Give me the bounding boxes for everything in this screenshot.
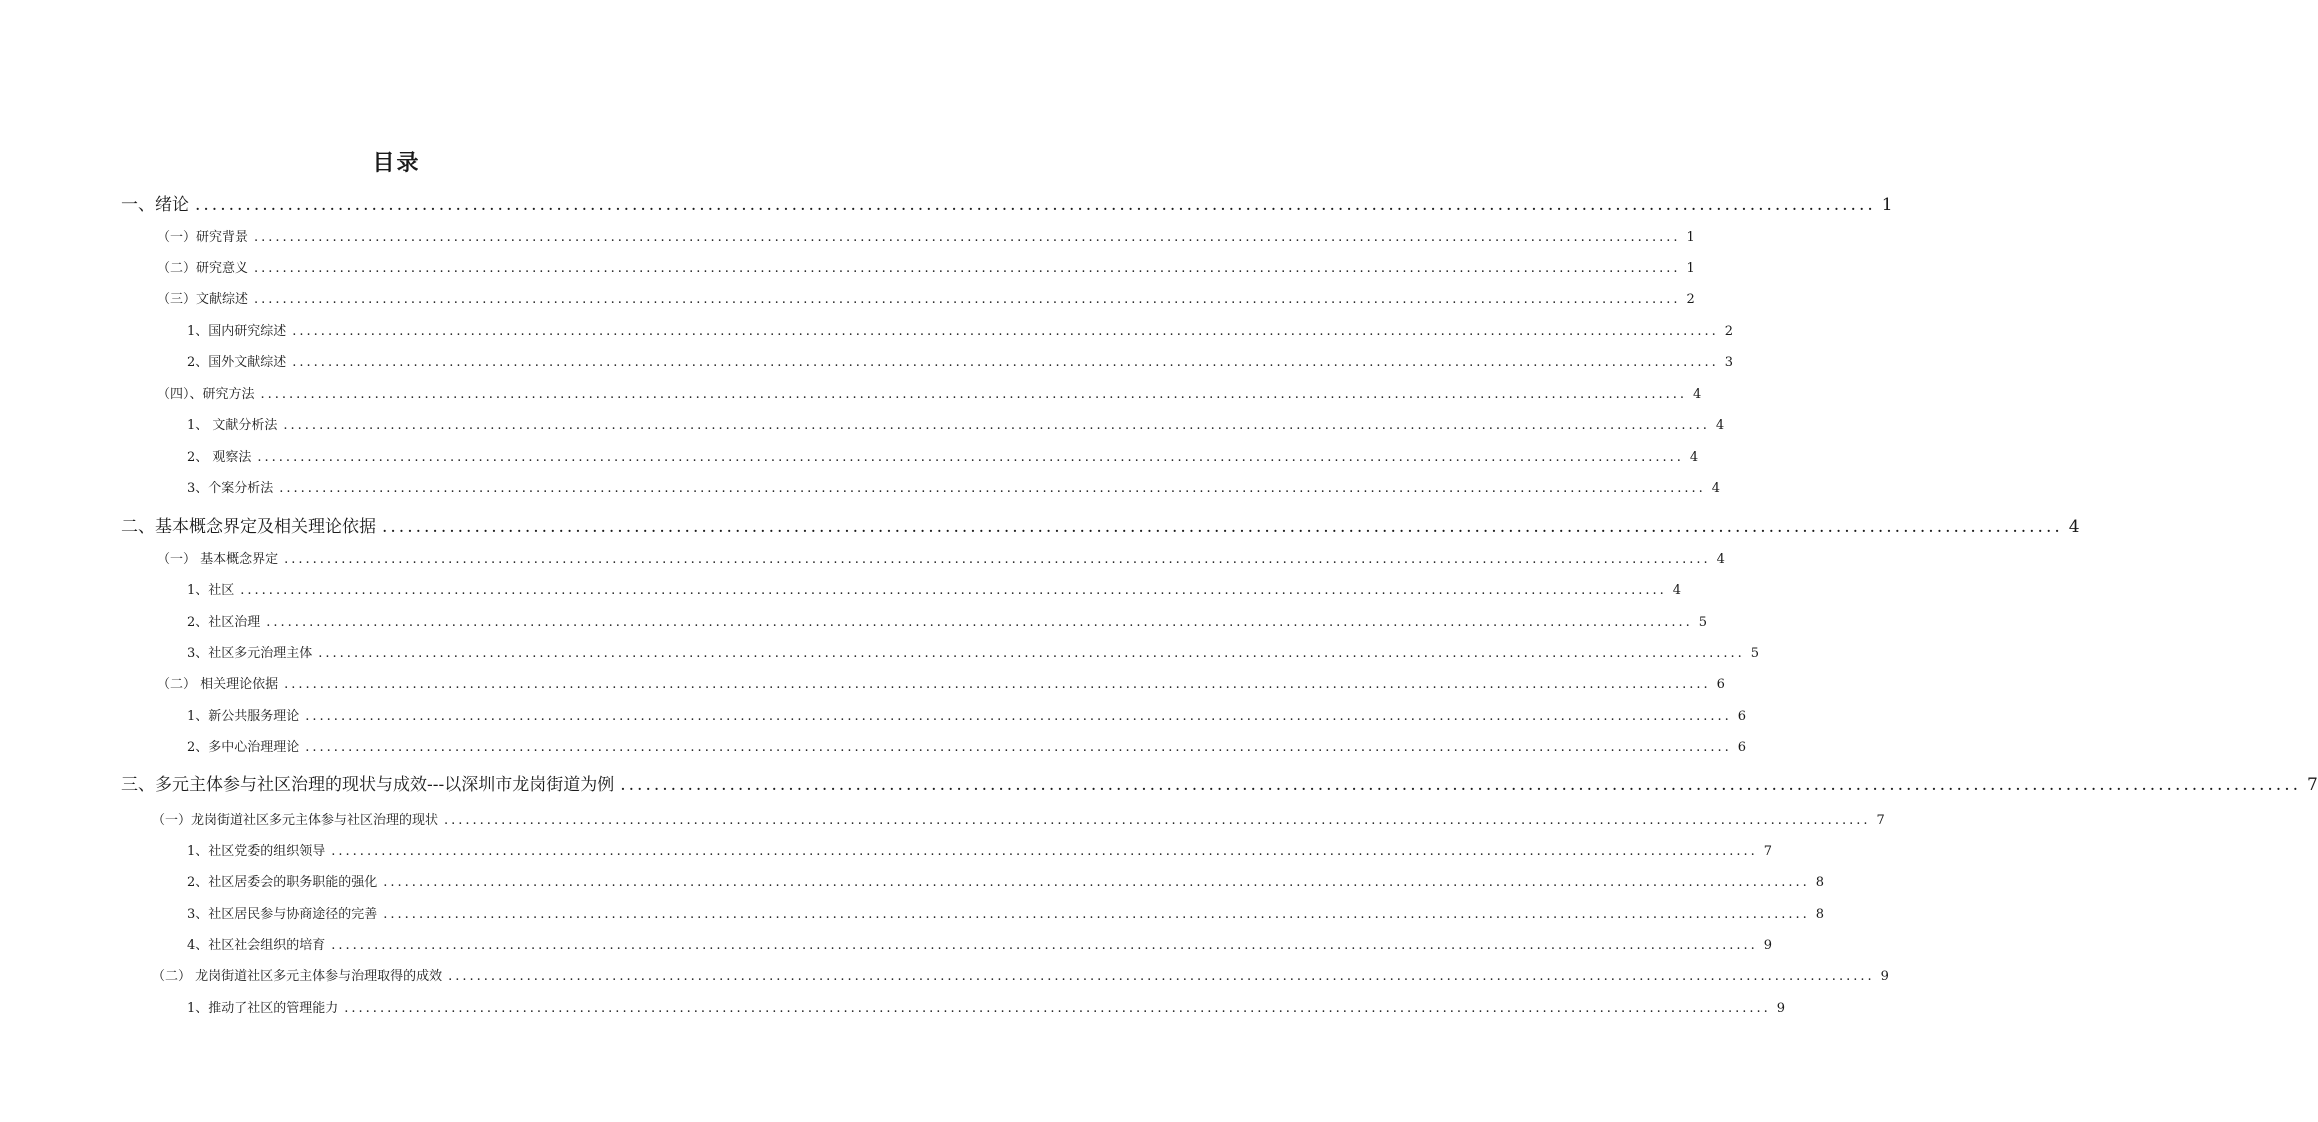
toc-page-number: 4 bbox=[1692, 387, 1702, 402]
toc-page-number: 9 bbox=[1776, 1001, 1786, 1016]
toc-page-number: 6 bbox=[1737, 740, 1747, 755]
toc-entry-title: 3、社区居民参与协商途径的完善 bbox=[187, 907, 378, 922]
toc-entry[interactable] bbox=[187, 477, 1721, 499]
toc-dot-leader: ........................................................................................................................................................................................................ bbox=[444, 813, 1871, 828]
toc-dot-leader: ........................................................................................................................................................................................................ bbox=[257, 450, 1684, 465]
toc-entry[interactable] bbox=[187, 414, 1725, 436]
toc-entry-title: （二）研究意义 bbox=[157, 261, 249, 276]
toc-dot-leader: ........................................................................................................................................................................................................ bbox=[266, 615, 1693, 630]
toc-page-number: 5 bbox=[1750, 646, 1760, 661]
toc-page-number: 4 bbox=[1716, 552, 1725, 567]
toc-entry[interactable] bbox=[187, 705, 1747, 727]
toc-entry[interactable] bbox=[152, 809, 1885, 831]
toc-dot-leader: ........................................................................................................................................................................................................ bbox=[331, 938, 1758, 953]
toc-page-number: 7 bbox=[1763, 844, 1773, 859]
toc-page-number: 6 bbox=[1716, 677, 1725, 692]
toc-entry-title: （三）文献综述 bbox=[157, 292, 249, 307]
toc-entry-title: 2、社区居委会的职务职能的强化 bbox=[187, 875, 378, 890]
toc-dot-leader: ........................................................................................................................................................................................................ bbox=[331, 844, 1758, 859]
toc-entry-title: 2、多中心治理理论 bbox=[187, 740, 300, 755]
toc-page-number: 7 bbox=[1876, 813, 1885, 828]
toc-entry-title: 2、国外文献综述 bbox=[187, 355, 287, 370]
toc-entry[interactable] bbox=[187, 840, 1773, 862]
toc-page-number: 4 bbox=[2068, 517, 2080, 537]
toc-dot-leader: ........................................................................................................................................................................................................ bbox=[382, 517, 2063, 537]
toc-entry[interactable] bbox=[157, 673, 1725, 695]
toc-entry[interactable] bbox=[187, 320, 1734, 342]
toc-dot-leader: ........................................................................................................................................................................................................ bbox=[383, 875, 1810, 890]
toc-entry-title: 三、多元主体参与社区治理的现状与成效---以深圳市龙岗街道为例 bbox=[121, 775, 615, 795]
toc-dot-leader: ........................................................................................................................................................................................................ bbox=[260, 387, 1687, 402]
toc-dot-leader: ........................................................................................................................................................................................................ bbox=[305, 740, 1732, 755]
toc-entry[interactable] bbox=[187, 903, 1825, 925]
toc-dot-leader: ........................................................................................................................................................................................................ bbox=[448, 969, 1875, 984]
toc-entry[interactable] bbox=[187, 611, 1708, 633]
toc-page-number: 9 bbox=[1880, 969, 1889, 984]
toc-entry[interactable] bbox=[187, 579, 1682, 601]
toc-page-number: 8 bbox=[1815, 907, 1825, 922]
toc-dot-leader: ........................................................................................................................................................................................................ bbox=[195, 195, 1876, 215]
toc-entry[interactable] bbox=[157, 288, 1695, 310]
toc-page-number: 4 bbox=[1711, 481, 1721, 496]
toc-page-number: 3 bbox=[1724, 355, 1734, 370]
toc-dot-leader: ........................................................................................................................................................................................................ bbox=[383, 907, 1810, 922]
toc-page-number: 5 bbox=[1698, 615, 1708, 630]
toc-entry-title: 1、推动了社区的管理能力 bbox=[187, 1001, 339, 1016]
toc-entry-title: 3、个案分析法 bbox=[187, 481, 274, 496]
toc-entry-title: 一、绪论 bbox=[121, 195, 189, 215]
toc-dot-leader: ........................................................................................................................................................................................................ bbox=[305, 709, 1732, 724]
toc-dot-leader: ........................................................................................................................................................................................................ bbox=[279, 481, 1706, 496]
toc-entry-title: 1、社区 bbox=[187, 583, 235, 598]
toc-entry-title: （一）龙岗街道社区多元主体参与社区治理的现状 bbox=[152, 813, 439, 828]
toc-entry-title: （二） 龙岗街道社区多元主体参与治理取得的成效 bbox=[152, 969, 443, 984]
toc-dot-leader: ........................................................................................................................................................................................................ bbox=[292, 324, 1719, 339]
toc-entry-title: 2、 观察法 bbox=[187, 450, 252, 465]
toc-entry[interactable] bbox=[187, 642, 1760, 664]
toc-entry[interactable] bbox=[157, 257, 1695, 279]
toc-entry-title: 3、社区多元治理主体 bbox=[187, 646, 313, 661]
toc-dot-leader: ........................................................................................................................................................................................................ bbox=[318, 646, 1745, 661]
toc-entry-title: 二、基本概念界定及相关理论依据 bbox=[121, 517, 376, 537]
toc-page-number: 7 bbox=[2307, 775, 2318, 795]
toc-entry[interactable] bbox=[152, 965, 1889, 987]
toc-dot-leader: ........................................................................................................................................................................................................ bbox=[283, 418, 1710, 433]
toc-entry-title: （一）研究背景 bbox=[157, 230, 249, 245]
toc-page-number: 4 bbox=[1715, 418, 1725, 433]
toc-page-number: 4 bbox=[1672, 583, 1682, 598]
toc-entry[interactable] bbox=[121, 190, 1893, 215]
toc-dot-leader: ........................................................................................................................................................................................................ bbox=[620, 775, 2301, 795]
toc-dot-leader: ........................................................................................................................................................................................................ bbox=[284, 677, 1711, 692]
toc-page-number: 2 bbox=[1686, 292, 1695, 307]
toc-entry[interactable] bbox=[187, 871, 1825, 893]
toc-entry-title: 1、新公共服务理论 bbox=[187, 709, 300, 724]
toc-page-number: 1 bbox=[1686, 230, 1695, 245]
toc-entry[interactable] bbox=[157, 226, 1695, 248]
toc-entry-title: 1、社区党委的组织领导 bbox=[187, 844, 326, 859]
toc-dot-leader: ........................................................................................................................................................................................................ bbox=[254, 261, 1681, 276]
toc-entry-title: （四）、研究方法 bbox=[157, 387, 255, 402]
toc-entry[interactable] bbox=[187, 446, 1699, 468]
toc-entry[interactable] bbox=[187, 736, 1747, 758]
toc-entry-title: （二） 相关理论依据 bbox=[157, 677, 279, 692]
toc-dot-leader: ........................................................................................................................................................................................................ bbox=[240, 583, 1667, 598]
toc-page-number: 4 bbox=[1689, 450, 1699, 465]
toc-entry-title: （一） 基本概念界定 bbox=[157, 552, 279, 567]
toc-entry[interactable] bbox=[187, 934, 1773, 956]
toc-dot-leader: ........................................................................................................................................................................................................ bbox=[284, 552, 1711, 567]
toc-page-number: 9 bbox=[1763, 938, 1773, 953]
toc-dot-leader: ........................................................................................................................................................................................................ bbox=[254, 292, 1681, 307]
toc-entry[interactable] bbox=[187, 997, 1786, 1019]
toc-entry[interactable] bbox=[157, 548, 1725, 570]
toc-entry[interactable] bbox=[157, 383, 1702, 405]
page-title: 目录 bbox=[372, 151, 421, 176]
toc-dot-leader: ........................................................................................................................................................................................................ bbox=[292, 355, 1719, 370]
toc-page-number: 8 bbox=[1815, 875, 1825, 890]
toc-entry[interactable] bbox=[187, 351, 1734, 373]
toc-page-number: 1 bbox=[1881, 195, 1893, 215]
toc-entry-title: 1、国内研究综述 bbox=[187, 324, 287, 339]
toc-dot-leader: ........................................................................................................................................................................................................ bbox=[254, 230, 1681, 245]
toc-page-number: 6 bbox=[1737, 709, 1747, 724]
toc-dot-leader: ........................................................................................................................................................................................................ bbox=[344, 1001, 1771, 1016]
toc-entry[interactable] bbox=[121, 512, 2080, 537]
toc-entry-title: 4、社区社会组织的培育 bbox=[187, 938, 326, 953]
toc-entry-title: 2、社区治理 bbox=[187, 615, 261, 630]
toc-entry-title: 1、 文献分析法 bbox=[187, 418, 278, 433]
toc-page-number: 2 bbox=[1724, 324, 1734, 339]
toc-entry[interactable] bbox=[121, 770, 2318, 795]
toc-page-number: 1 bbox=[1686, 261, 1695, 276]
